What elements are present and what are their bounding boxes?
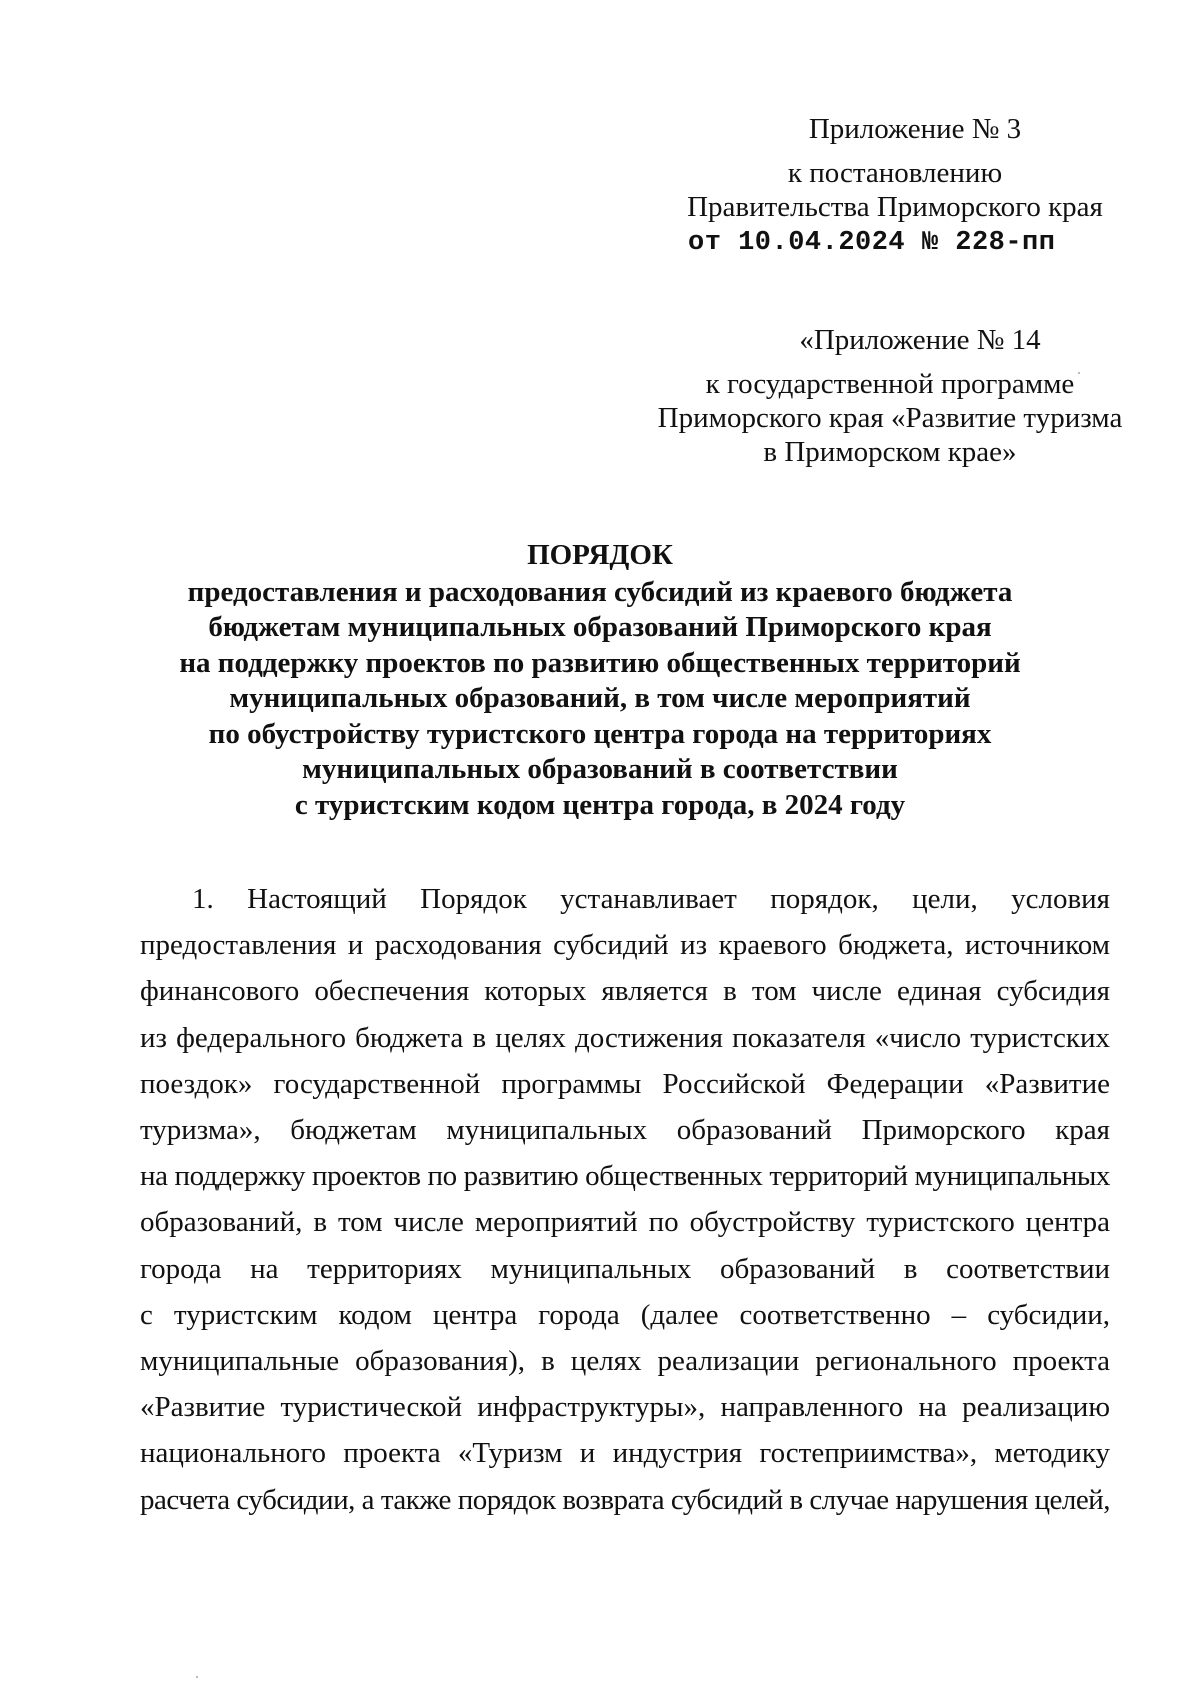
body-line: «Развитие туристической инфраструктуры», направленного на реализацию — [140, 1391, 1110, 1424]
body-line: муниципальные образования), в целях реализации регионального проекта — [140, 1345, 1110, 1378]
body-line: 1. Настоящий Порядок устанавливает порядок, цели, условия — [192, 883, 1110, 915]
body-line: туризма», бюджетам муниципальных образований Приморского края — [140, 1114, 1110, 1147]
appendix-3-title: Приложение № 3 — [808, 113, 1022, 145]
body-line: национального проекта «Туризм и индустрия гостеприимства», методику — [140, 1437, 1110, 1470]
title-line: муниципальных образований, в том числе мероприятий — [229, 682, 971, 714]
decree-number-stamp: от 10.04.2024 № 228-пп — [688, 228, 1056, 258]
appendix-14-to-program: к государственной программе — [705, 368, 1075, 400]
appendix-14-program-name-cont: в Приморском крае» — [763, 436, 1017, 468]
body-line: образований, в том числе мероприятий по обустройству туристского центра — [140, 1206, 1110, 1239]
body-line: с туристским кодом центра города (далее соответственно – субсидии, — [140, 1298, 1110, 1331]
appendix-3-header — [680, 112, 1110, 260]
body-line: предоставления и расходования субсидий из краевого бюджета, источником — [140, 929, 1110, 962]
title-line: муниципальных образований в соответствии — [302, 753, 898, 785]
body-line: города на территориях муниципальных образований в соответствии — [140, 1252, 1110, 1285]
appendix-14-header — [640, 323, 1140, 469]
title-heading: ПОРЯДОК — [527, 539, 673, 571]
title-line: на поддержку проектов по развитию общественных территорий — [179, 646, 1021, 679]
appendix-3-to-decree: к постановлению — [787, 157, 1003, 189]
appendix-14-program-name: Приморского края «Развитие туризма — [657, 402, 1123, 434]
title-line: предоставления и расходования субсидий из краевого бюджета — [187, 575, 1013, 608]
title-line: бюджетам муниципальных образований Приморского края — [208, 611, 992, 643]
body-line: из федерального бюджета в целях достижения показателя «число туристских — [140, 1021, 1110, 1054]
body-paragraph-1 — [140, 876, 1110, 1523]
appendix-3-government: Правительства Приморского края — [687, 191, 1103, 223]
body-line: финансового обеспечения которых является в том числе единая субсидия — [140, 975, 1110, 1008]
scan-speck — [196, 1676, 198, 1678]
body-line: расчета субсидии, а также порядок возврата субсидий в случае нарушения целей, — [140, 1483, 1111, 1516]
scan-speck — [1078, 372, 1080, 374]
appendix-14-title: «Приложение № 14 — [799, 324, 1041, 356]
body-line: поездок» государственной программы Российской Федерации «Развитие — [140, 1067, 1110, 1100]
document-title — [100, 538, 1100, 823]
title-line: с туристским кодом центра города, в 2024 году — [294, 788, 906, 821]
title-line: по обустройству туристского центра города на территориях — [208, 717, 992, 750]
body-line: на поддержку проектов по развитию общественных территорий муниципальных — [140, 1160, 1110, 1193]
